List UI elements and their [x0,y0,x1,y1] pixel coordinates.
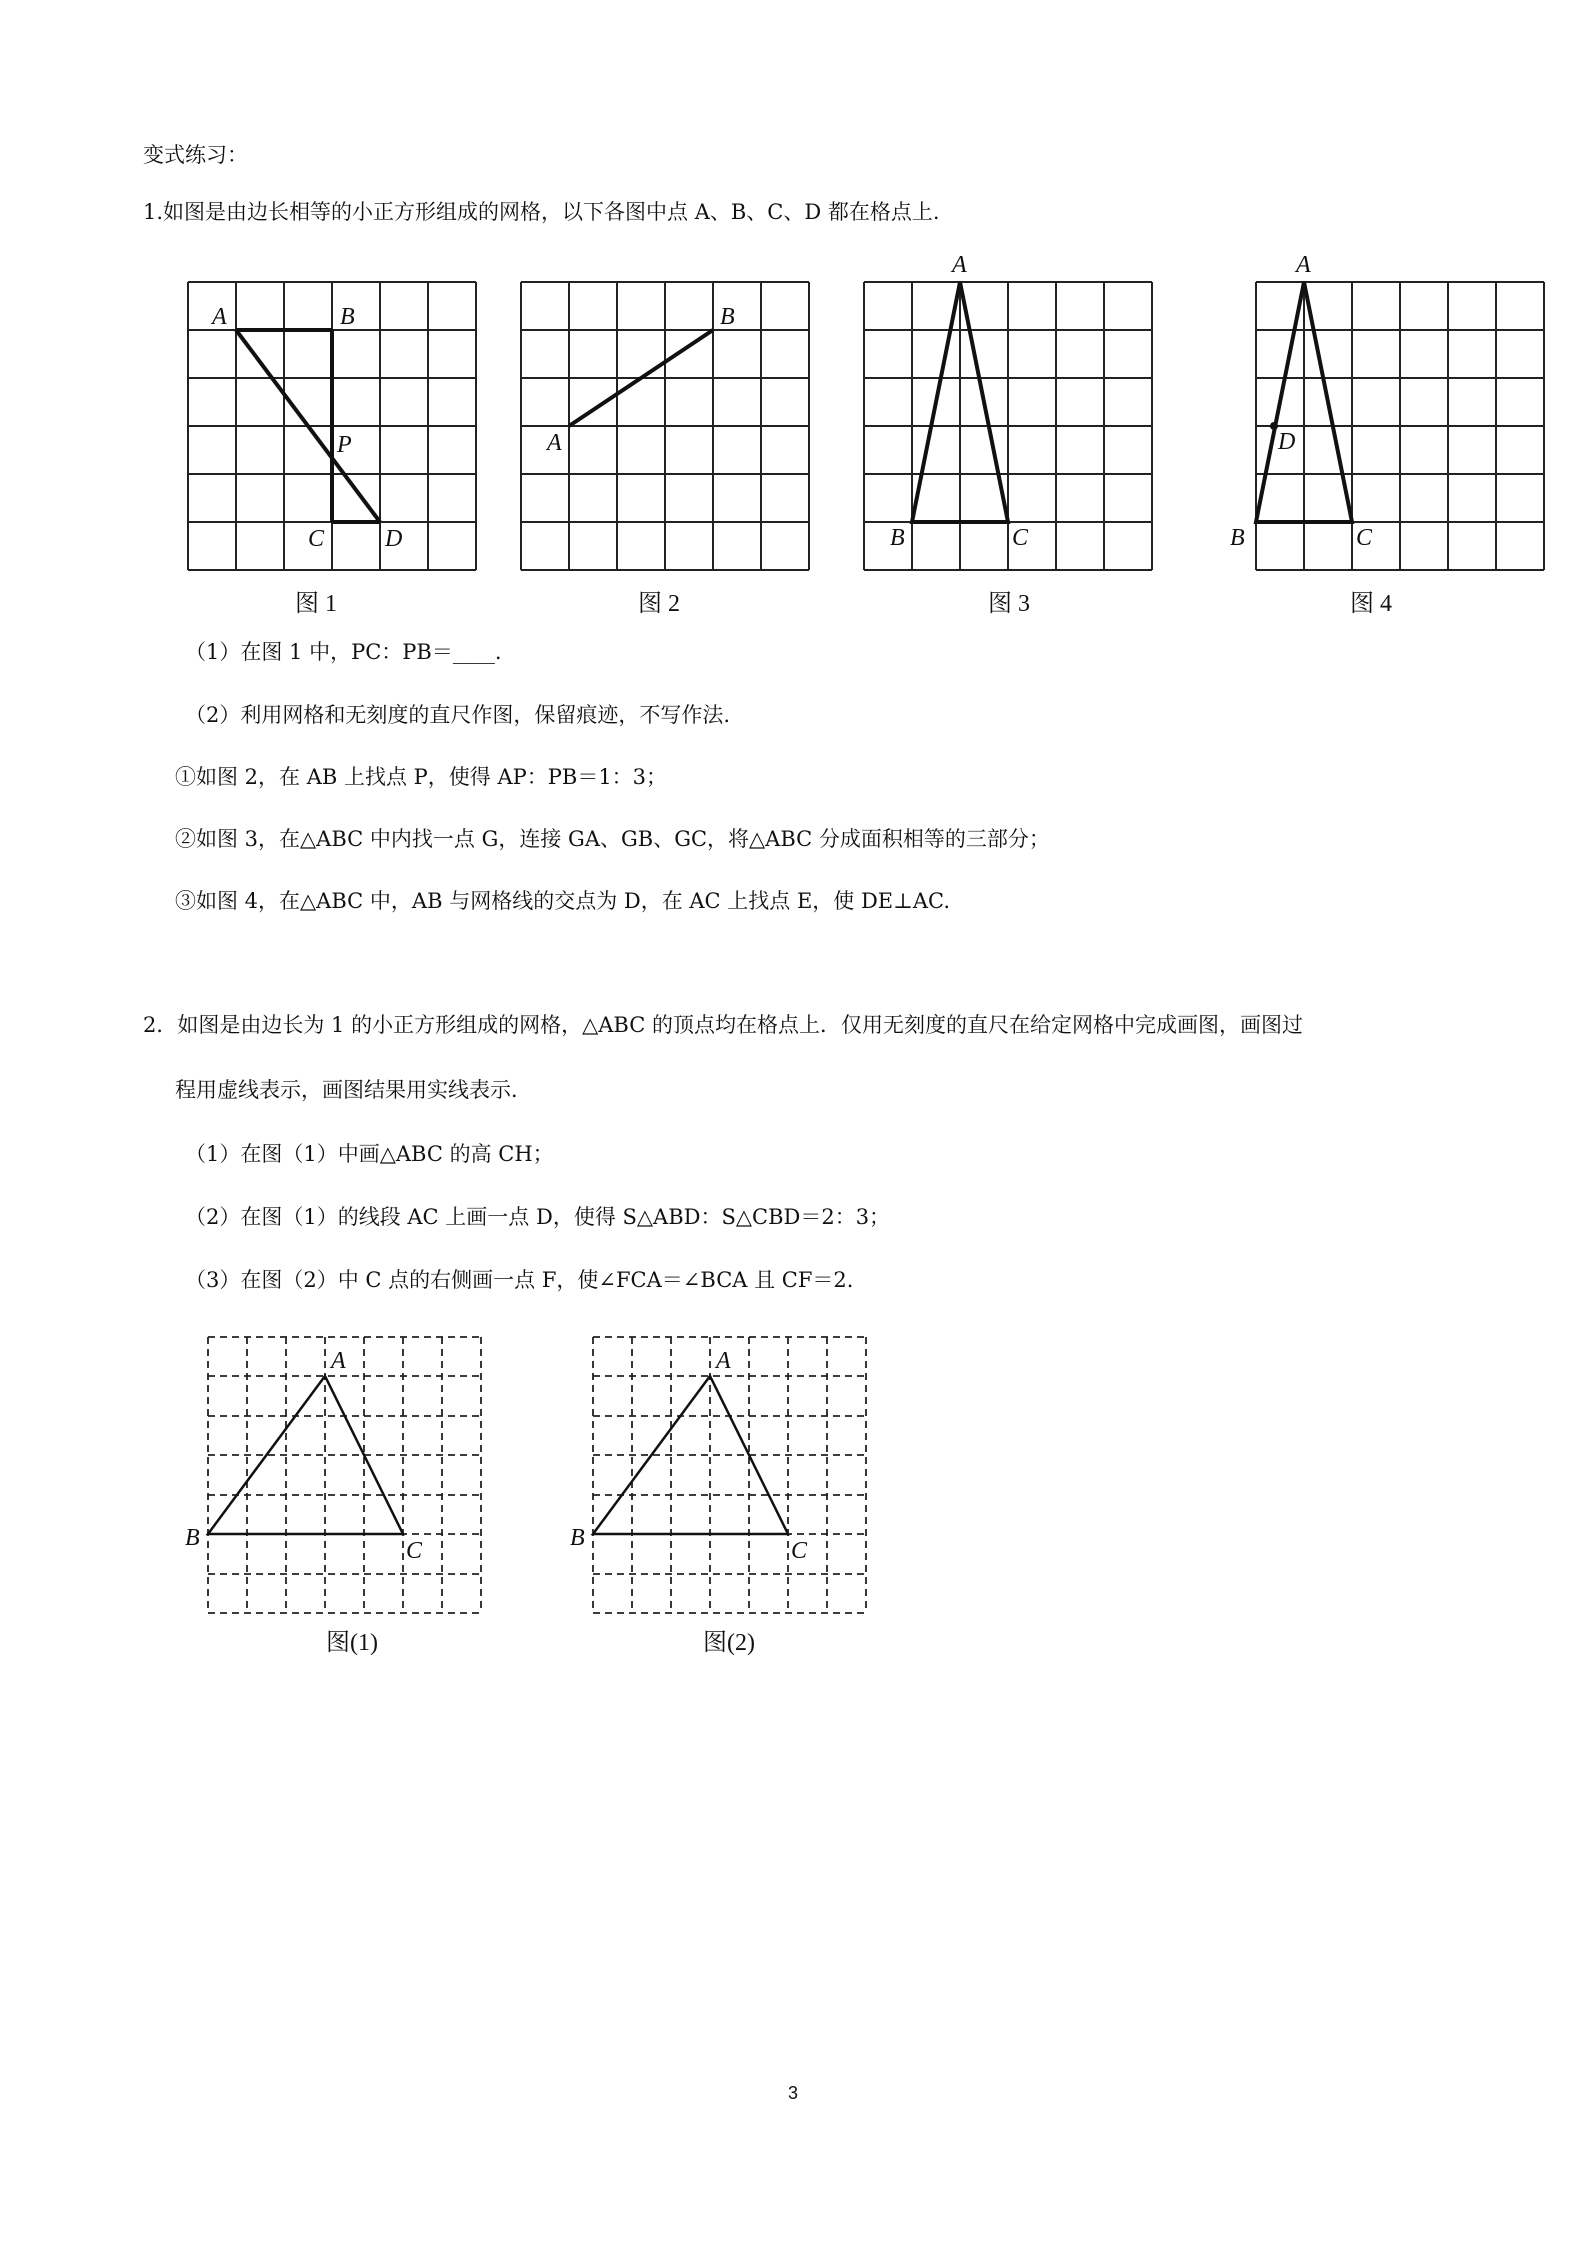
q2-fig2-label-c: C [791,1538,808,1564]
figure-3-grid [850,245,1160,580]
fig3-label-a: A [952,252,967,278]
q2-figure-1-grid [180,1320,500,1620]
figure-3-caption: 图 3 [988,591,1030,617]
fig1-label-a: A [212,304,227,330]
q1-item1: ①如图 2，在 AB 上找点 P，使得 AP：PB＝1：3； [175,765,668,789]
q2-stem-line2: 程用虚线表示，画图结果用实线表示． [175,1078,532,1102]
fig4-label-b: B [1230,525,1245,551]
q2-fig1-label-c: C [406,1538,423,1564]
fig1-label-p: P [337,432,352,458]
page-number: 3 [788,2083,799,2103]
q1-stem: 1.如图是由边长相等的小正方形组成的网格，以下各图中点 A、B、C、D 都在格点上. [143,200,940,224]
fig1-label-d: D [385,526,403,552]
q1-sub1: （1）在图 1 中，PC：PB＝____. [185,640,502,664]
fig1-label-b: B [340,304,355,330]
fig3-label-c: C [1012,525,1029,551]
fig1-label-c: C [308,526,325,552]
q2-fig2-label-b: B [570,1525,585,1551]
q1-item2: ②如图 3，在△ABC 中内找一点 G，连接 GA、GB、GC，将△ABC 分成面积相等的三部分； [175,827,1050,851]
fig3-label-b: B [890,525,905,551]
figure-2-grid [510,260,820,580]
q2-fig1-label-b: B [185,1525,200,1551]
fig4-label-a: A [1296,252,1311,278]
q2-fig1-label-a: A [331,1348,346,1374]
q2-figure-2-grid [565,1320,885,1620]
q2-sub2: （2）在图（1）的线段 AC 上画一点 D，使得 S△ABD：S△CBD＝2：3； [185,1205,891,1229]
figure-1-grid [170,260,500,580]
fig4-label-d: D [1278,429,1296,455]
q2-figure-1-caption: 图(1) [326,1630,378,1656]
fig2-label-a: A [547,430,562,456]
section-heading: 变式练习： [143,143,248,167]
q2-sub1: （1）在图（1）中画△ABC 的高 CH； [185,1142,554,1166]
fig2-label-b: B [720,304,735,330]
figure-4-grid [1225,245,1555,580]
q2-stem-line1: 2．如图是由边长为 1 的小正方形组成的网格，△ABC 的顶点均在格点上．仅用无刻度的直尺在给定网格中完成画图，画图过 [143,1013,1303,1037]
figure-2-caption: 图 2 [638,591,680,617]
q2-fig2-label-a: A [716,1348,731,1374]
figure-4-caption: 图 4 [1350,591,1392,617]
q1-item3: ③如图 4，在△ABC 中，AB 与网格线的交点为 D，在 AC 上找点 E，使 DE⊥AC. [175,889,951,913]
q2-figure-2-caption: 图(2) [703,1630,755,1656]
q2-sub3: （3）在图（2）中 C 点的右侧画一点 F，使∠FCA＝∠BCA 且 CF＝2. [185,1268,854,1292]
q1-sub2: （2）利用网格和无刻度的直尺作图，保留痕迹，不写作法. [185,703,731,727]
figure-1-caption: 图 1 [295,591,337,617]
fig4-label-c: C [1356,525,1373,551]
